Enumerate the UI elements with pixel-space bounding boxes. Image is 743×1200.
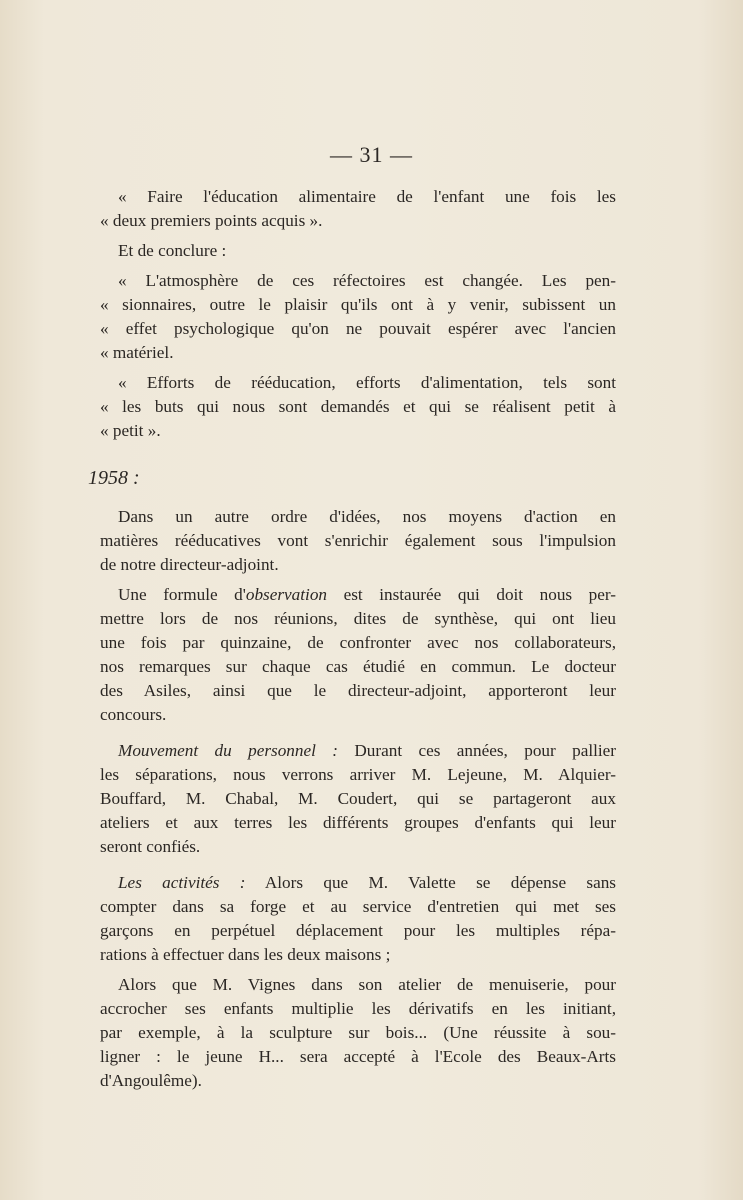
paragraph-2 — [100, 583, 616, 727]
text-line: Bouffard, M. Chabal, M. Coudert, qui se partageront aux — [100, 789, 616, 808]
paragraph-1 — [100, 505, 616, 577]
text-line: « deux premiers points acquis ». — [100, 211, 323, 230]
paragraph-4 — [100, 871, 616, 967]
text-run: Durant ces années, pour pallier — [338, 741, 617, 760]
text-line: « petit ». — [100, 421, 161, 440]
paragraph-5 — [100, 973, 616, 1093]
text-line: nos remarques sur chaque cas étudié en commun. Le docteur — [100, 657, 616, 676]
text-line: compter dans sa forge et au service d'entretien qui met ses — [100, 897, 616, 916]
text-run: Alors que M. Valette se dépense sans — [245, 873, 616, 892]
text-line: concours. — [100, 705, 167, 724]
conclude-line: Et de conclure : — [118, 241, 227, 260]
emphasis: Mouvement du personnel : — [118, 741, 338, 760]
text-line: garçons en perpétuel déplacement pour les multiples répa- — [100, 921, 616, 940]
text-line: de notre directeur-adjoint. — [100, 555, 279, 574]
section-year-heading: 1958 : — [88, 467, 140, 489]
text-line: les séparations, nous verrons arriver M. Lejeune, M. Alquier- — [100, 765, 616, 784]
text-line — [100, 583, 616, 607]
text-line: rations à effectuer dans les deux maisons ; — [100, 945, 391, 964]
text-line: Dans un autre ordre d'idées, nos moyens d'action en — [118, 507, 616, 526]
quote-3 — [100, 371, 616, 443]
text-line: « effet psychologique qu'on ne pouvait espérer avec l'ancien — [100, 319, 616, 338]
quote-2 — [100, 269, 616, 365]
text-line: Alors que M. Vignes dans son atelier de menuiserie, pour — [118, 975, 616, 994]
text-line: accrocher ses enfants multiplie les dérivatifs en les initiant, — [100, 999, 616, 1018]
text-line: « sionnaires, outre le plaisir qu'ils ont à y venir, subissent un — [100, 295, 616, 314]
text-run: Une formule d' — [118, 585, 246, 604]
text-line: seront confiés. — [100, 837, 201, 856]
text-line: ligner : le jeune H... sera accepté à l'Ecole des Beaux-Arts — [100, 1047, 616, 1066]
text-line: « matériel. — [100, 343, 174, 362]
text-line: « Faire l'éducation alimentaire de l'enfant une fois les — [118, 187, 616, 206]
text-line: par exemple, à la sculpture sur bois... (Une réussite à sou- — [100, 1023, 616, 1042]
text-run: est instaurée qui doit nous per- — [327, 585, 617, 604]
text-line: « Efforts de rééducation, efforts d'alimentation, tels sont — [118, 373, 616, 392]
text-line: des Asiles, ainsi que le directeur-adjoint, apporteront leur — [100, 681, 616, 700]
emphasis: observation — [245, 585, 328, 604]
quote-1 — [100, 185, 616, 233]
paragraph-3 — [100, 739, 616, 859]
text-line: « L'atmosphère de ces réfectoires est changée. Les pen- — [118, 271, 616, 290]
text-line: une fois par quinzaine, de confronter avec nos collaborateurs, — [100, 633, 616, 652]
text-line: ateliers et aux terres les différents groupes d'enfants qui leur — [100, 813, 616, 832]
emphasis: Les activités : — [118, 873, 246, 892]
text-line: matières rééducatives vont s'enrichir également sous l'impulsion — [100, 531, 616, 550]
text-line: « les buts qui nous sont demandés et qui se réalisent petit à — [100, 397, 616, 416]
text-line — [100, 739, 616, 763]
page-number: — 31 — — [330, 142, 413, 167]
text-line: mettre lors de nos réunions, dites de synthèse, qui ont lieu — [100, 609, 616, 628]
page-content — [88, 185, 617, 1093]
text-line — [100, 871, 616, 895]
text-line: d'Angoulême). — [100, 1071, 202, 1090]
